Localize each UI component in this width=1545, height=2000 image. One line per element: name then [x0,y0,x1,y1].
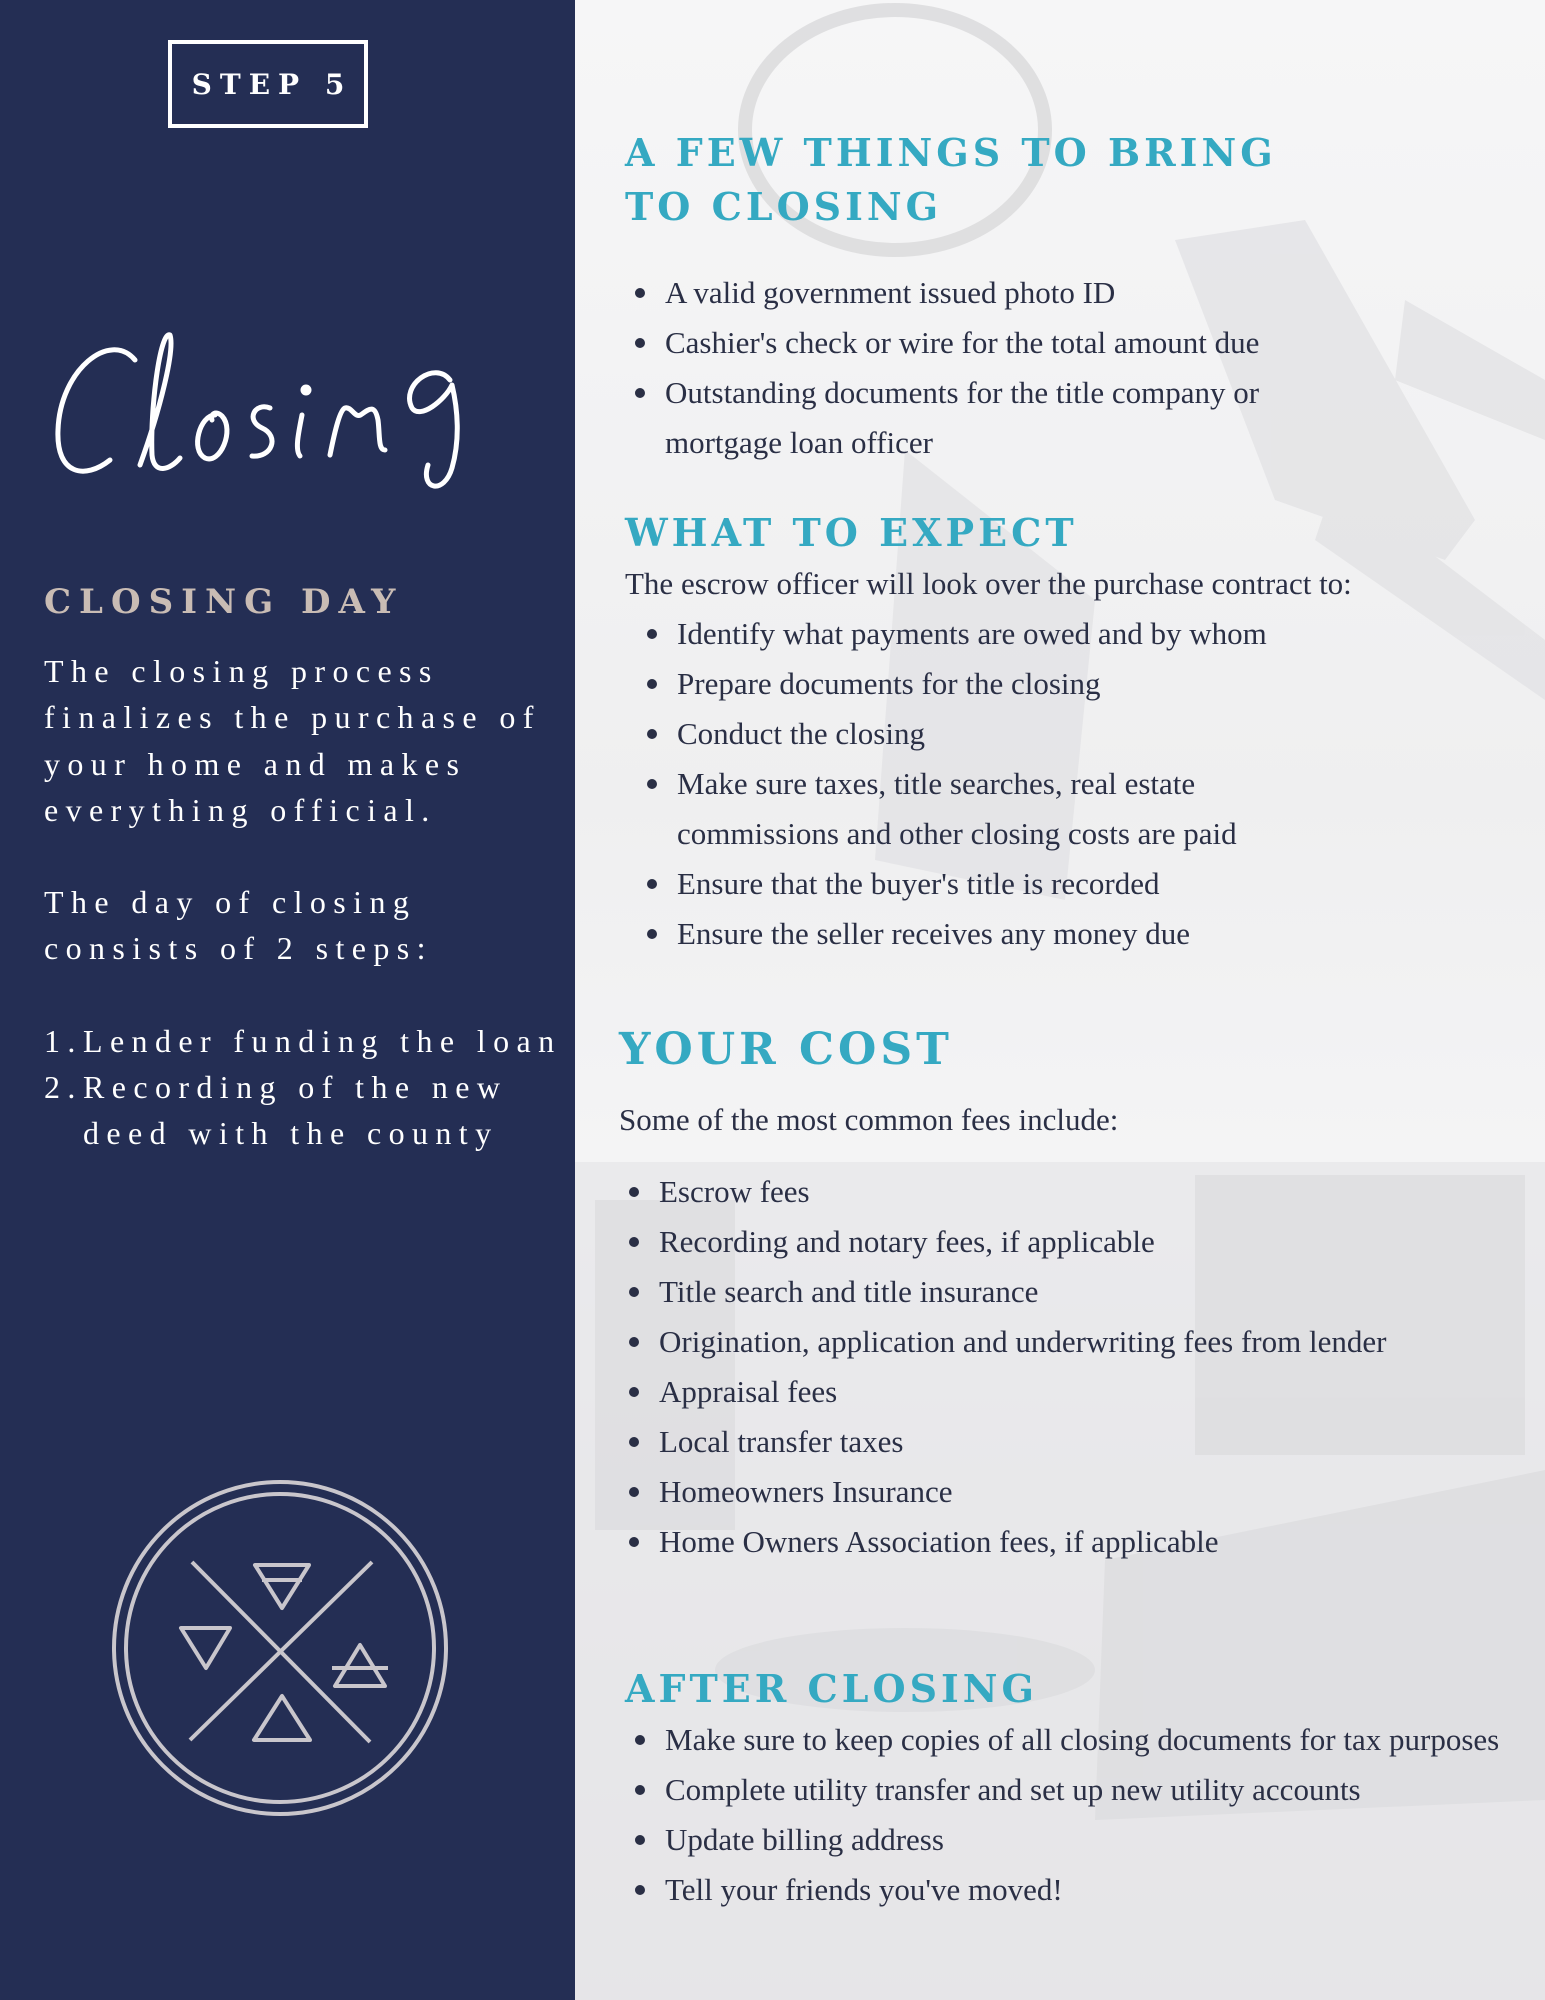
list-item: Appraisal fees [619,1367,1409,1417]
list-item: Tell your friends you've moved! [625,1865,1505,1915]
list-item: Make sure to keep copies of all closing documents for tax purposes [625,1715,1505,1765]
cost-section-content [619,1095,1439,1567]
list-item: Conduct the closing [637,709,1345,759]
list-item: Complete utility transfer and set up new utility accounts [625,1765,1505,1815]
expect-list [625,609,1345,959]
list-item: Local transfer taxes [619,1417,1409,1467]
step-label: STEP 5 [168,40,368,128]
list-item: Update billing address [625,1815,1505,1865]
list-item: Cashier's check or wire for the total amount due [625,318,1345,368]
list-item: Title search and title insurance [619,1267,1409,1317]
list-item: Recording and notary fees, if applicable [619,1217,1409,1267]
list-item: Origination, application and underwriting fees from lender [619,1317,1409,1367]
left-panel [0,0,575,2000]
list-item: Outstanding documents for the title company or mortgage loan officer [625,368,1345,468]
after-section-title: AFTER CLOSING [625,1666,1038,1711]
list-text: Recording of the new deed with the county [83,1069,508,1152]
cost-section-title: YOUR COST [619,1024,953,1075]
list-item: Homeowners Insurance [619,1467,1409,1517]
list-number: 2. [44,1069,83,1106]
paragraph-gap [44,833,564,879]
paragraph-gap [44,972,564,1018]
bring-section-title: A FEW THINGS TO BRING TO CLOSING [625,130,1277,229]
list-item: Identify what payments are owed and by whom [637,609,1345,659]
closing-day-body [44,648,564,1157]
closing-steps-list [44,1018,564,1157]
closing-day-paragraph-2: The day of closing consists of 2 steps: [44,884,433,967]
closing-day-heading: CLOSING DAY [44,582,404,622]
bring-list [625,268,1345,468]
list-item: Prepare documents for the closing [637,659,1345,709]
expect-section-content [625,559,1415,959]
list-text: Lender funding the loan [83,1022,562,1059]
list-item: Ensure that the buyer's title is recorded [637,859,1345,909]
list-item: Ensure the seller receives any money due [637,909,1345,959]
list-item: A valid government issued photo ID [625,268,1345,318]
list-item: Home Owners Association fees, if applicable [619,1517,1409,1567]
right-panel [575,0,1545,2000]
bring-section-content [625,268,1345,468]
list-item [44,1064,564,1157]
expect-section-title: WHAT TO EXPECT [625,510,1078,555]
list-number: 1. [44,1022,83,1059]
cost-list [619,1167,1409,1567]
after-list [625,1715,1505,1915]
after-section-content [625,1715,1505,1915]
list-item: Escrow fees [619,1167,1409,1217]
list-item [44,1018,564,1064]
expect-intro: The escrow officer will look over the purchase contract to: [625,566,1352,601]
closing-day-paragraph-1: The closing process finalizes the purchase of your home and makes everything official. [44,653,541,828]
compass-triangles-emblem-icon [110,1478,450,1818]
list-item: Make sure taxes, title searches, real estate commissions and other closing costs are paid [637,759,1345,859]
closing-script-title [40,290,560,500]
cost-intro: Some of the most common fees include: [619,1102,1119,1137]
